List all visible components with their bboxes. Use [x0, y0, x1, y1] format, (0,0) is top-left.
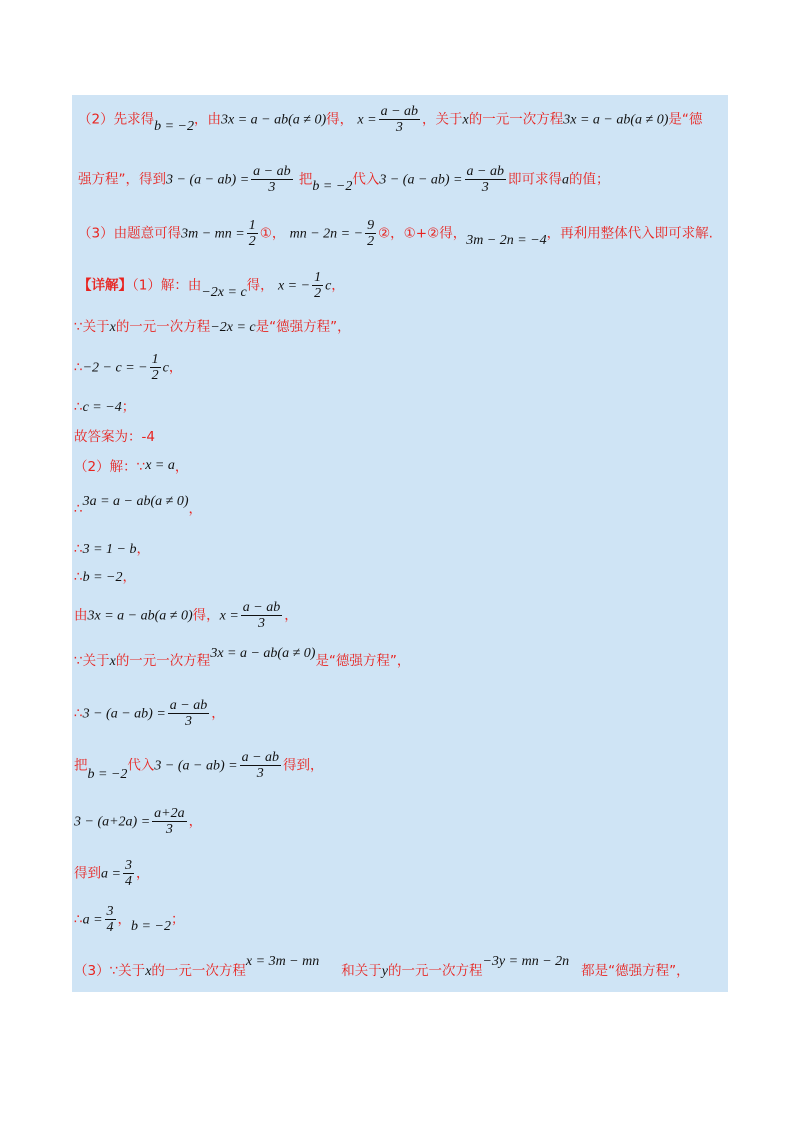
fraction: $\frac{a - ab}{3}$	[242, 600, 281, 631]
line-10: ∴3a = a − ab(a ≠ 0)，	[74, 494, 202, 517]
line-18: 得到a = $\frac{3}{4}$ ，	[74, 858, 150, 889]
line-9: （2）解：∵x = a，	[74, 458, 189, 475]
fraction: $\frac{1}{2}$	[314, 270, 322, 301]
fraction: $\frac{a - ab}{3}$	[253, 164, 291, 195]
fraction: $\frac{a - ab}{3}$	[169, 698, 208, 729]
line-13: 由3x = a − ab(a ≠ 0)得，x = $\frac{a - ab}{3}$ ，	[74, 600, 298, 631]
line-2: 强方程”，得到3 − (a − ab) = $\frac{a - ab}{3}$ 把b = −2代入3 − (a − ab) = $\frac{a - ab}{3}$ 即可求得a的值；	[78, 164, 610, 195]
fraction: $\frac{3}{4}$	[106, 904, 114, 935]
line-5: ∵关于x的一元一次方程−2x = c是“德强方程”，	[74, 319, 351, 335]
line-16: 把b = −2代入3 − (a − ab) = $\frac{a - ab}{3}$ 得到，	[74, 750, 324, 782]
line-8: 故答案为：-4	[74, 429, 155, 445]
fraction: $\frac{a+2a}{3}$	[154, 806, 185, 837]
line-6: ∴−2 − c = − $\frac{1}{2}$ c，	[74, 352, 183, 383]
line-12: ∴b = −2，	[74, 569, 136, 585]
fraction: $\frac{a - ab}{3}$	[380, 104, 419, 135]
math: b = −2	[154, 118, 194, 134]
fraction: $\frac{1}{2}$	[151, 352, 159, 383]
math: 3x = a − ab(a ≠ 0)	[563, 112, 669, 128]
fraction: $\frac{3}{4}$	[124, 858, 132, 889]
line-14: ∵关于x的一元一次方程3x = a − ab(a ≠ 0)是“德强方程”，	[74, 646, 411, 669]
fraction: $\frac{a - ab}{3}$	[241, 750, 280, 781]
line-1: （2）先求得b = −2，由3x = a − ab(a ≠ 0)得， x = $\frac{a - ab}{3}$ ，关于x的一元一次方程3x = a − ab(a ≠ 0)是“德	[78, 104, 703, 135]
line-19: ∴a = $\frac{3}{4}$ ，b = −2；	[74, 904, 185, 935]
line-3: （3）由题意可得3m − mn = $\frac{1}{2}$ ①， mn − 2n = − $\frac{9}{2}$ ②，①+②得，3m − 2n = −4，再利用整体代入即可求解.	[78, 218, 713, 249]
detail-tag: 【详解】	[78, 277, 132, 294]
line-20: （3）∵关于x的一元一次方程x = 3m − mn和关于y的一元一次方程−3y = mn − 2n都是“德强方程”，	[74, 954, 690, 979]
math: 3x = a − ab(a ≠ 0)	[221, 112, 327, 128]
line-15: ∴3 − (a − ab) = $\frac{a - ab}{3}$ ，	[74, 698, 225, 729]
fraction: $\frac{a - ab}{3}$	[466, 164, 504, 195]
line-11: ∴3 = 1 − b，	[74, 541, 150, 557]
fraction: $\frac{9}{2}$	[367, 218, 375, 249]
line-17: 3 − (a+2a) = $\frac{a+2a}{3}$ ，	[74, 806, 203, 837]
math: x =	[357, 112, 377, 128]
line-7: ∴c = −4；	[74, 399, 136, 415]
fraction: $\frac{1}{2}$	[248, 218, 256, 249]
line-4: 【详解】（1）解：由−2x = c得， x = − $\frac{1}{2}$ c，	[78, 270, 345, 301]
